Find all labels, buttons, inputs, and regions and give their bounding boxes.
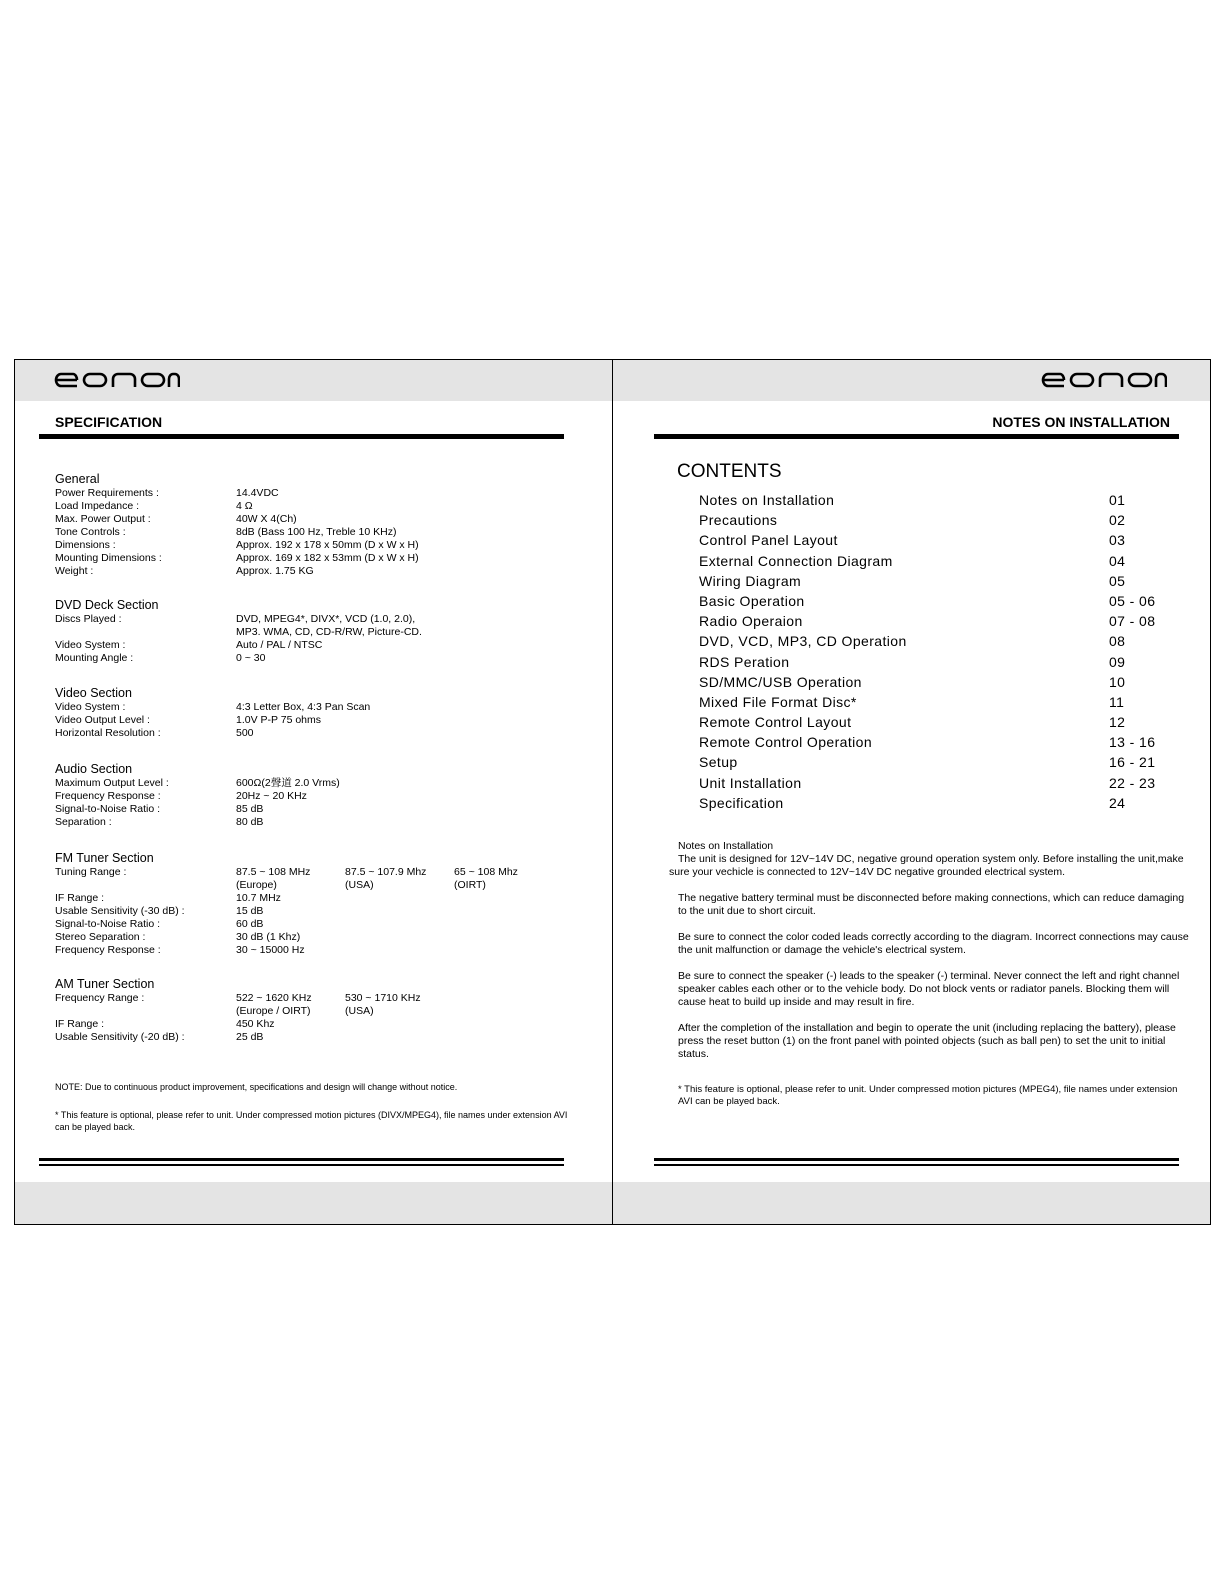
installation-note: Be sure to connect the color coded leads correctly according to the diagram. Incorrect connections may cause the unit malfunction or damage the vehicle's electrical system. xyxy=(678,931,1189,956)
toc-label: External Connection Diagram xyxy=(699,552,893,569)
spec-value: 8dB (Bass 100 Hz, Treble 10 KHz) xyxy=(236,526,397,538)
spec-value: DVD, MPEG4*, DIVX*, VCD (1.0, 2.0), xyxy=(236,613,416,625)
spec-value: MP3. WMA, CD, CD-R/RW, Picture-CD. xyxy=(236,626,422,638)
spec-row xyxy=(55,816,595,829)
spec-row xyxy=(55,539,595,552)
spec-row xyxy=(55,777,595,790)
spec-label: Mounting Angle : xyxy=(55,652,134,664)
spec-value-line: (USA) xyxy=(345,1005,374,1017)
spec-value-line: 87.5 ~ 107.9 Mhz xyxy=(345,866,427,878)
spec-section-title: Video Section xyxy=(55,686,132,700)
toc-label: Basic Operation xyxy=(699,592,805,609)
toc-entry xyxy=(699,571,1169,591)
spec-value-line: (OIRT) xyxy=(454,879,486,891)
spec-label: Video Output Level : xyxy=(55,714,150,726)
spec-row xyxy=(55,892,595,905)
toc-label: Precautions xyxy=(699,512,778,529)
spec-value xyxy=(345,992,454,1018)
contents-title: CONTENTS xyxy=(677,461,782,482)
spec-label: Weight : xyxy=(55,565,94,577)
spec-row xyxy=(55,613,595,626)
toc-entry xyxy=(699,692,1169,712)
toc-label: SD/MMC/USB Operation xyxy=(699,673,862,690)
spec-row xyxy=(55,931,595,944)
spec-value-line: 87.5 ~ 108 MHz xyxy=(236,866,311,878)
spec-value: 30 dB (1 Khz) xyxy=(236,931,301,943)
spec-section-title: FM Tuner Section xyxy=(55,851,154,865)
toc-entry xyxy=(699,712,1169,732)
spec-value: 60 dB xyxy=(236,918,264,930)
toc-entry xyxy=(699,490,1169,510)
spec-row xyxy=(55,727,595,740)
spec-value-line: 522 ~ 1620 KHz xyxy=(236,992,312,1004)
footer-rule xyxy=(39,1158,564,1166)
spec-label: IF Range : xyxy=(55,1018,105,1030)
toc-page-number: 08 xyxy=(1109,633,1126,650)
spec-row xyxy=(55,992,595,1018)
spec-row xyxy=(55,626,595,639)
notes-intro: The unit is designed for 12V~14V DC, negative ground operation system only. Before installing the unit,make sure your vechicle is connected to 12V~14V DC negative grounded electrical system. xyxy=(669,853,1184,878)
spec-value-line: 530 ~ 1710 KHz xyxy=(345,992,421,1004)
spec-row xyxy=(55,652,595,665)
spec-row xyxy=(55,1018,595,1031)
spec-label: Dimensions : xyxy=(55,539,116,551)
spec-label: Tone Controls : xyxy=(55,526,126,538)
spec-section-title: General xyxy=(55,472,100,486)
toc-entry xyxy=(699,591,1169,611)
spec-row xyxy=(55,866,595,892)
spec-value xyxy=(236,866,345,892)
spec-section xyxy=(55,851,595,957)
spec-section-title: DVD Deck Section xyxy=(55,598,159,612)
spec-value xyxy=(454,866,563,892)
toc-entry xyxy=(699,551,1169,571)
spec-row xyxy=(55,790,595,803)
notes-title: Notes on Installation xyxy=(678,840,774,852)
spec-value: 0 ~ 30 xyxy=(236,652,266,664)
eonon-logo xyxy=(54,372,180,388)
spec-row xyxy=(55,905,595,918)
spec-row xyxy=(55,918,595,931)
notes-page xyxy=(613,360,1210,1224)
spec-label: Max. Power Output : xyxy=(55,513,151,525)
toc-label: Mixed File Format Disc* xyxy=(699,693,857,710)
toc-page-number: 09 xyxy=(1109,653,1126,670)
toc-page-number: 05 - 06 xyxy=(1109,592,1156,609)
toc-entry xyxy=(699,652,1169,672)
spec-section-title: Audio Section xyxy=(55,762,133,776)
spec-value: 80 dB xyxy=(236,816,264,828)
spec-value: 25 dB xyxy=(236,1031,264,1043)
spec-row xyxy=(55,701,595,714)
toc-label: Remote Control Operation xyxy=(699,734,873,751)
spec-section xyxy=(55,472,595,578)
spec-row xyxy=(55,565,595,578)
toc-entry xyxy=(699,752,1169,772)
toc-entry xyxy=(699,510,1169,530)
notes-list xyxy=(669,892,1189,1061)
spec-label: Maximum Output Level : xyxy=(55,777,169,789)
spec-value: 85 dB xyxy=(236,803,264,815)
installation-note: Be sure to connect the speaker (-) leads to the speaker (-) terminal. Never connect the left and right channel speaker cables each other or to the vehicle body. Do not block vents or radiator panels. Blocking them will cause heat to build up inside and may result in fire. xyxy=(678,970,1180,1008)
heading-rule xyxy=(39,434,564,439)
spec-value xyxy=(236,992,345,1018)
spec-label: IF Range : xyxy=(55,892,105,904)
toc-page-number: 02 xyxy=(1109,512,1126,529)
spec-value: 500 xyxy=(236,727,254,739)
spec-value-line: (Europe) xyxy=(236,879,277,891)
toc-entry xyxy=(699,773,1169,793)
installation-notes xyxy=(669,840,1189,1074)
toc-label: Setup xyxy=(699,754,738,771)
spec-value: 600Ω(2聲道 2.0 Vrms) xyxy=(236,777,340,789)
toc-page-number: 03 xyxy=(1109,532,1126,549)
header-band xyxy=(15,360,612,401)
spec-row xyxy=(55,526,595,539)
spec-value: 1.0V P-P 75 ohms xyxy=(236,714,322,726)
toc-entry xyxy=(699,672,1169,692)
spec-value-line: (Europe / OIRT) xyxy=(236,1005,311,1017)
spec-label: Usable Sensitivity (-30 dB) : xyxy=(55,905,185,917)
toc-label: Notes on Installation xyxy=(699,492,835,508)
spec-section-title: AM Tuner Section xyxy=(55,977,155,991)
specification-page xyxy=(15,360,613,1224)
toc-label: Remote Control Layout xyxy=(699,714,852,731)
spec-label: Mounting Dimensions : xyxy=(55,552,162,564)
toc-entry xyxy=(699,530,1169,550)
page-heading: SPECIFICATION xyxy=(55,414,163,430)
spec-label: Video System : xyxy=(55,701,126,713)
toc-page-number: 12 xyxy=(1109,714,1126,731)
spec-value: Approx. 192 x 178 x 50mm (D x W x H) xyxy=(236,539,419,551)
spec-row xyxy=(55,500,595,513)
footer-rule xyxy=(654,1158,1179,1166)
toc-page-number: 11 xyxy=(1109,693,1125,710)
spec-label: Frequency Response : xyxy=(55,944,161,956)
spec-row xyxy=(55,487,595,500)
header-band xyxy=(613,360,1210,401)
spec-row xyxy=(55,513,595,526)
spec-label: Stereo Separation : xyxy=(55,931,146,943)
spec-value xyxy=(345,866,454,892)
spec-row xyxy=(55,803,595,816)
spec-row xyxy=(55,1031,595,1044)
spec-row xyxy=(55,714,595,727)
toc-label: Specification xyxy=(699,794,784,811)
spec-value: 10.7 MHz xyxy=(236,892,281,904)
spec-label: Frequency Response : xyxy=(55,790,161,802)
spec-section xyxy=(55,686,595,740)
spec-value: 15 dB xyxy=(236,905,264,917)
spec-section xyxy=(55,762,595,829)
toc-page-number: 05 xyxy=(1109,572,1126,589)
spec-label: Load Impedance : xyxy=(55,500,140,512)
table-of-contents xyxy=(699,490,1169,813)
toc-entry xyxy=(699,631,1169,651)
spec-row xyxy=(55,552,595,565)
notes-footnote: * This feature is optional, please refer to unit. Under compressed motion pictures (MPEG4), file names under extension AVI can be played back. xyxy=(678,1084,1178,1107)
toc-page-number: 01 xyxy=(1109,492,1126,508)
toc-page-number: 24 xyxy=(1109,794,1126,811)
spec-value: 20Hz ~ 20 KHz xyxy=(236,790,307,802)
spec-value-line: 65 ~ 108 Mhz xyxy=(454,866,518,878)
eonon-logo xyxy=(1041,372,1167,388)
spec-value: 40W X 4(Ch) xyxy=(236,513,297,525)
toc-page-number: 10 xyxy=(1109,673,1126,690)
spec-label: Horizontal Resolution : xyxy=(55,727,161,739)
heading-rule xyxy=(654,434,1179,439)
page-heading: NOTES ON INSTALLATION xyxy=(992,414,1170,430)
toc-page-number: 16 - 21 xyxy=(1109,754,1156,771)
spec-value: 14.4VDC xyxy=(236,487,279,499)
toc-entry xyxy=(699,793,1169,813)
footer-band xyxy=(613,1182,1210,1224)
spec-label: Discs Played : xyxy=(55,613,122,625)
spec-label: Usable Sensitivity (-20 dB) : xyxy=(55,1031,185,1043)
toc-label: Radio Operaion xyxy=(699,613,803,630)
spec-label xyxy=(55,626,236,639)
toc-page-number: 22 - 23 xyxy=(1109,774,1156,791)
spec-label: Frequency Range : xyxy=(55,992,145,1004)
spec-label: Tuning Range : xyxy=(55,866,127,878)
toc-label: Wiring Diagram xyxy=(699,572,802,589)
toc-label: DVD, VCD, MP3, CD Operation xyxy=(699,633,907,650)
toc-entry xyxy=(699,732,1169,752)
spec-value: 30 ~ 15000 Hz xyxy=(236,944,305,956)
spec-value: 4:3 Letter Box, 4:3 Pan Scan xyxy=(236,701,371,713)
toc-page-number: 07 - 08 xyxy=(1109,613,1156,630)
spec-value: 450 Khz xyxy=(236,1018,275,1030)
spec-row xyxy=(55,944,595,957)
spec-value: Auto / PAL / NTSC xyxy=(236,639,323,651)
spec-footnote: * This feature is optional, please refer to unit. Under compressed motion pictures (DIVX/MPEG4), file names under extension AVI can be played back. xyxy=(55,1110,568,1132)
spec-label: Signal-to-Noise Ratio : xyxy=(55,803,161,815)
toc-label: RDS Peration xyxy=(699,653,790,670)
spec-note: NOTE: Due to continuous product improvement, specifications and design will change without notice. xyxy=(55,1082,458,1092)
spec-section xyxy=(55,977,595,1044)
spec-row xyxy=(55,639,595,652)
footer-band xyxy=(15,1182,612,1224)
spec-label: Signal-to-Noise Ratio : xyxy=(55,918,161,930)
spec-value: Approx. 1.75 KG xyxy=(236,565,314,577)
toc-label: Control Panel Layout xyxy=(699,532,838,549)
spec-label: Separation : xyxy=(55,816,112,828)
spec-label: Power Requirements : xyxy=(55,487,159,499)
spec-value: Approx. 169 x 182 x 53mm (D x W x H) xyxy=(236,552,419,564)
toc-label: Unit Installation xyxy=(699,774,802,791)
spec-value: 4 Ω xyxy=(236,500,253,512)
toc-page-number: 04 xyxy=(1109,552,1126,569)
installation-note: The negative battery terminal must be disconnected before making connections, which can reduce damaging to the unit due to short circuit. xyxy=(678,892,1185,917)
manual-spread xyxy=(14,359,1211,1225)
installation-note: After the completion of the installation and begin to operate the unit (including replacing the battery), please press the reset button (1) on the front panel with pointed objects (such as ball pen) to set the unit to initial status. xyxy=(678,1022,1176,1060)
toc-entry xyxy=(699,611,1169,631)
spec-label: Video System : xyxy=(55,639,126,651)
toc-page-number: 13 - 16 xyxy=(1109,734,1156,751)
spec-value-line: (USA) xyxy=(345,879,374,891)
spec-section xyxy=(55,598,595,665)
